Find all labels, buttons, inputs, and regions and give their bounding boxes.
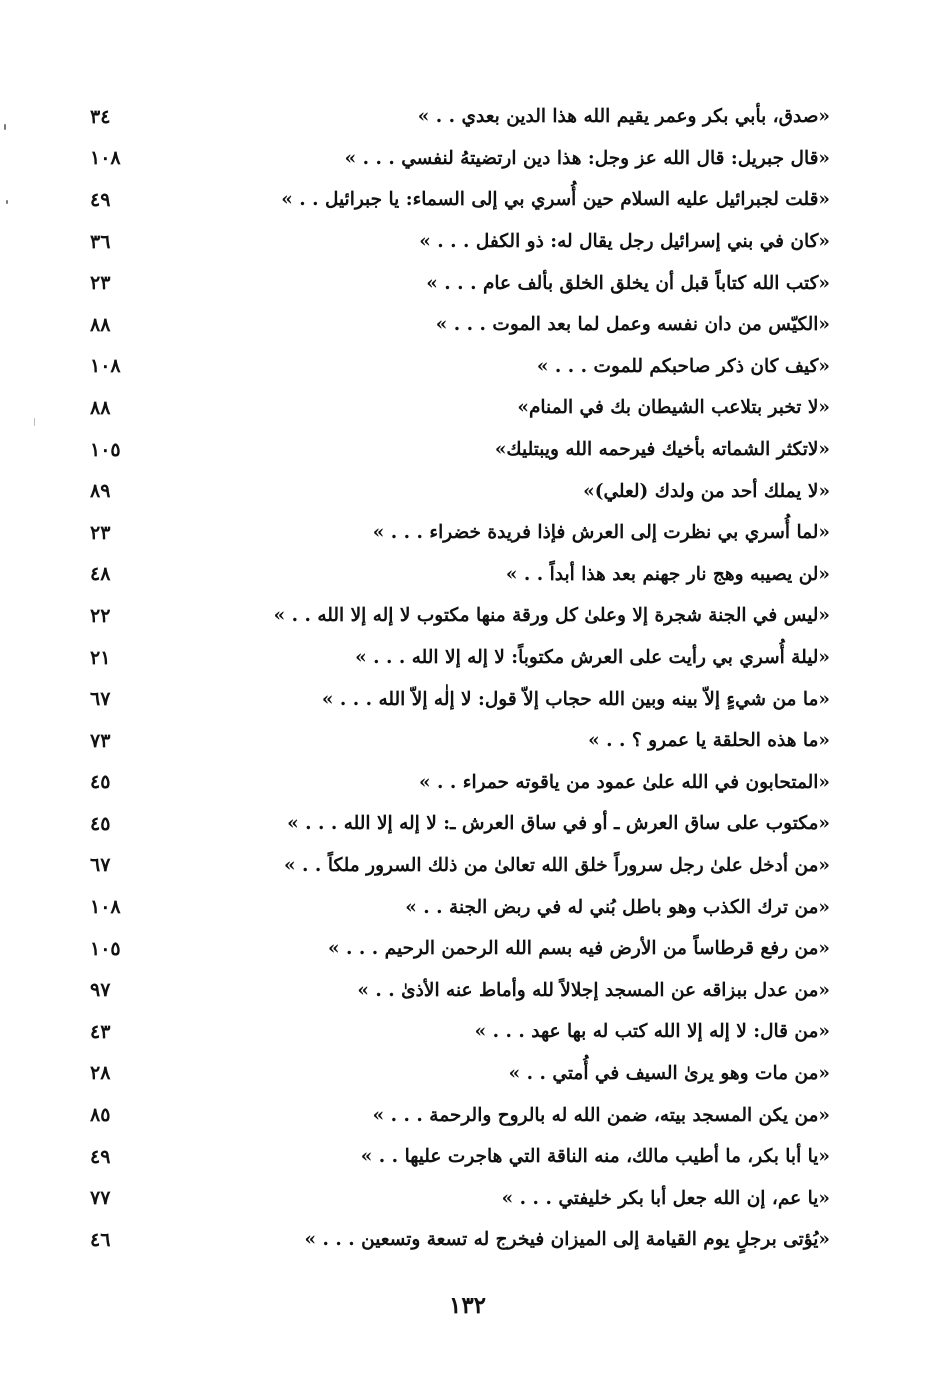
page-reference: ٤٣: [90, 1020, 111, 1043]
hadith-incipit: «ليلة أُسري بي رأيت على العرش مكتوباً: لا إله إلا الله . . . »: [355, 647, 830, 669]
index-entry: [90, 1053, 830, 1095]
hadith-incipit: «صدق، بأبي بكر وعمر يقيم الله هذا الدين بعدي . . »: [417, 106, 830, 128]
index-entry: [90, 595, 830, 637]
index-entry: [90, 387, 830, 429]
page-reference: ٤٥: [90, 771, 111, 794]
page-reference: ٩٧: [90, 979, 111, 1002]
index-entry: [90, 637, 830, 679]
page-reference: ٧٣: [90, 729, 111, 752]
index-entry: [90, 1094, 830, 1136]
hadith-incipit: «لن يصيبه وهج نار جهنم بعد هذا أبداً . . »: [505, 563, 830, 585]
hadith-incipit: «قلت لجبرائيل عليه السلام حين أُسري بي إلى السماء: يا جبرائيل . . »: [281, 189, 830, 211]
page-reference: ٣٤: [90, 105, 111, 128]
index-entry: [90, 179, 830, 221]
hadith-incipit: «لاتكثر الشماته بأخيك فيرحمه الله ويبتليك»: [494, 439, 830, 461]
hadith-incipit: «مكتوب على ساق العرش ـ أو في ساق العرش ـ: لا إله إلا الله . . . »: [287, 813, 830, 835]
page-reference: ٤٦: [90, 1228, 111, 1251]
page-reference: ٨٩: [90, 480, 111, 503]
page-reference: ١٠٥: [90, 438, 121, 461]
page-reference: ٢١: [90, 646, 111, 669]
page-number: ١٣٢: [448, 1292, 487, 1319]
index-entry: [90, 429, 830, 471]
scan-speck: [6, 200, 8, 204]
hadith-incipit: «من قال: لا إله إلا الله كتب له بها عهد . . . »: [474, 1021, 830, 1043]
scan-speck: [4, 124, 6, 130]
index-entry: [90, 346, 830, 388]
page-reference: ٢٢: [90, 604, 111, 627]
index-entry: [90, 554, 830, 596]
index-entry: [90, 720, 830, 762]
page-reference: ١٠٨: [90, 355, 121, 378]
index-entry: [90, 1011, 830, 1053]
hadith-incipit: «ما هذه الحلقة يا عمرو ؟ . . »: [588, 730, 830, 752]
page-reference: ٨٨: [90, 313, 111, 336]
index-entry: [90, 470, 830, 512]
hadith-incipit: «من يكن المسجد بيته، ضمن الله له بالروح والرحمة . . . »: [372, 1104, 830, 1126]
index-entry: [90, 886, 830, 928]
page-reference: ٦٧: [90, 688, 111, 711]
index-entry: [90, 928, 830, 970]
page-reference: ١٠٥: [90, 937, 121, 960]
page-reference: ٢٣: [90, 521, 111, 544]
page-reference: ٣٦: [90, 230, 111, 253]
page-reference: ٦٧: [90, 854, 111, 877]
hadith-incipit: «ما من شيءٍ إلاّ بينه وبين الله حجاب إلاّ قول: لا إلٰه إلاّ الله . . . »: [321, 688, 830, 710]
hadith-incipit: «لما أُسري بي نظرت إلى العرش فإذا فريدة خضراء . . . »: [372, 522, 830, 544]
page-reference: ١٠٨: [90, 147, 121, 170]
page-reference: ٤٩: [90, 188, 111, 211]
index-entry: [90, 221, 830, 263]
index-entry: [90, 1219, 830, 1261]
hadith-incipit: «قال جبريل: قال الله عز وجل: هذا دين ارتضيتهُ لنفسي . . . »: [344, 147, 830, 169]
index-entry: [90, 512, 830, 554]
hadith-incipit: «ليس في الجنة شجرة إلا وعلىٰ كل ورقة منها مكتوب لا إله إلا الله . . »: [273, 605, 830, 627]
index-entry: [90, 138, 830, 180]
hadith-incipit: «كيف كان ذكر صاحبكم للموت . . . »: [536, 355, 830, 377]
index-entry: [90, 845, 830, 887]
page-reference: ٤٩: [90, 1145, 111, 1168]
hadith-index-list: [90, 96, 830, 1261]
hadith-incipit: «كتب الله كتاباً قبل أن يخلق الخلق بألف عام . . . »: [426, 272, 830, 294]
index-entry: [90, 803, 830, 845]
hadith-incipit: «يا أبا بكر، ما أطيب مالك، منه الناقة التي هاجرت عليها . . »: [360, 1146, 830, 1168]
hadith-incipit: «يُؤتى برجلٍ يوم القيامة إلى الميزان فيخرج له تسعة وتسعين . . . »: [304, 1229, 830, 1251]
index-entry: [90, 1177, 830, 1219]
page-reference: ٤٥: [90, 812, 111, 835]
page-reference: ٤٨: [90, 563, 111, 586]
hadith-incipit: «من رفع قرطاساً من الأرض فيه بسم الله الرحمن الرحيم . . . »: [328, 938, 830, 960]
scan-speck: [34, 418, 35, 426]
index-entry: [90, 262, 830, 304]
hadith-incipit: «كان في بني إسرائيل رجل يقال له: ذو الكفل . . . »: [419, 231, 830, 253]
index-entry: [90, 762, 830, 804]
index-entry: [90, 304, 830, 346]
index-entry: [90, 1136, 830, 1178]
page-reference: ٧٧: [90, 1187, 111, 1210]
page-reference: ٢٨: [90, 1062, 111, 1085]
page-reference: ٨٥: [90, 1104, 111, 1127]
page-reference: ٢٣: [90, 272, 111, 295]
index-entry: [90, 96, 830, 138]
hadith-incipit: «يا عم، إن الله جعل أبا بكر خليفتي . . . »: [501, 1187, 830, 1209]
index-entry: [90, 678, 830, 720]
hadith-incipit: «لا يملك أحد من ولدك (لعلي)»: [583, 480, 830, 502]
hadith-incipit: «الكيّس من دان نفسه وعمل لما بعد الموت . . . »: [435, 314, 830, 336]
page-reference: ١٠٨: [90, 896, 121, 919]
hadith-incipit: «من أدخل علىٰ رجل سروراً خلق الله تعالىٰ من ذلك السرور ملكاً . . »: [284, 854, 830, 876]
page-reference: ٨٨: [90, 396, 111, 419]
hadith-incipit: «المتحابون في الله علىٰ عمود من ياقوته حمراء . . »: [419, 771, 830, 793]
index-entry: [90, 969, 830, 1011]
hadith-incipit: «من ترك الكذب وهو باطل بُني له في ربض الجنة . . »: [405, 896, 830, 918]
hadith-incipit: «من عدل ببزاقه عن المسجد إجلالاً لله وأماط عنه الأذىٰ . . »: [357, 979, 830, 1001]
hadith-incipit: «لا تخبر بتلاعب الشيطان بك في المنام»: [517, 397, 830, 419]
hadith-incipit: «من مات وهو يرىٰ السيف في أُمتي . . »: [508, 1062, 830, 1084]
